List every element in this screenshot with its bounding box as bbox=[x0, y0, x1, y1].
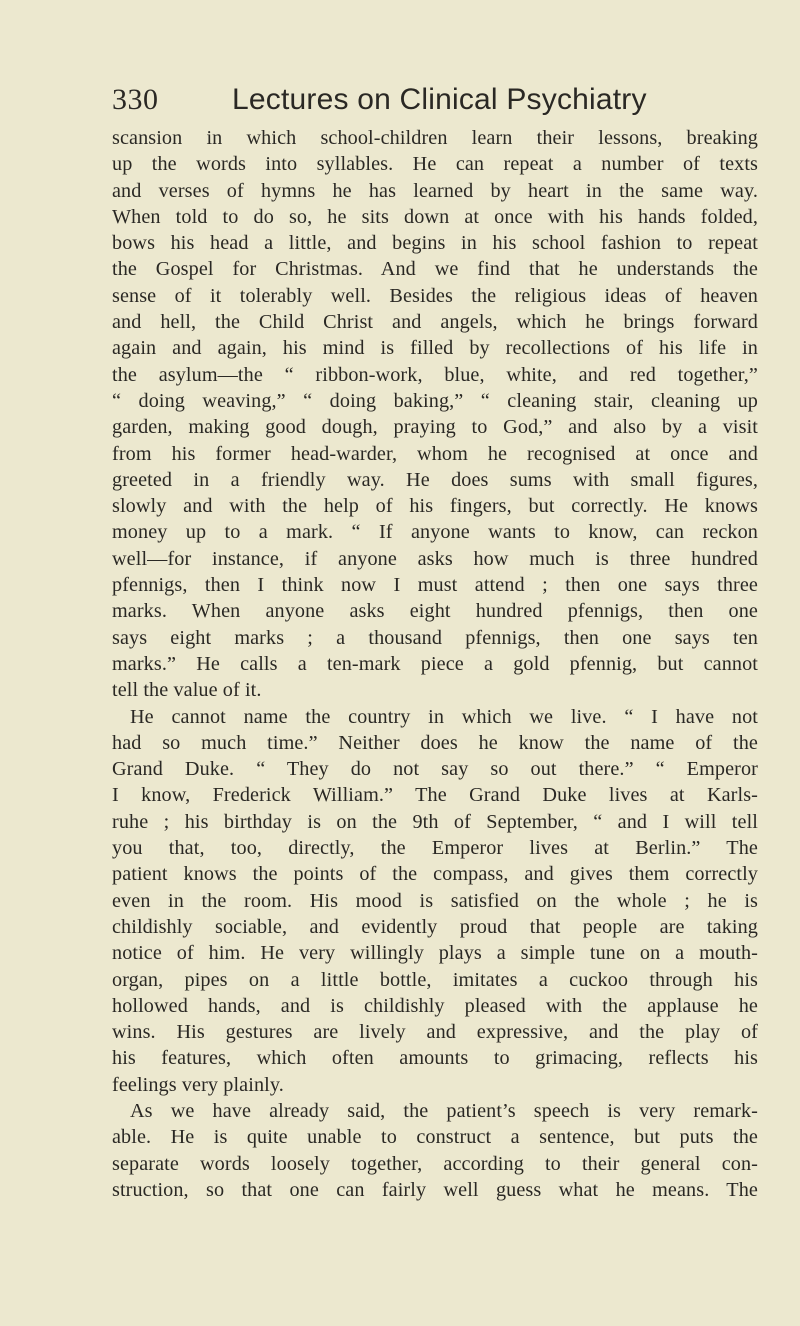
text-line: As we have already said, the patient’s speech is very remark- bbox=[130, 1099, 758, 1122]
text-line: you that, too, directly, the Emperor lives at Berlin.” The bbox=[112, 837, 758, 860]
text-line: tell the value of it. bbox=[112, 679, 262, 702]
text-line: struction, so that one can fairly well guess what he means. The bbox=[112, 1178, 758, 1201]
text-line: Grand Duke. “ They do not say so out there.” “ Emperor bbox=[112, 758, 758, 781]
text-line: I know, Frederick William.” The Grand Duke lives at Karls- bbox=[112, 784, 758, 807]
text-line: scansion in which school-children learn their lessons, breaking bbox=[112, 127, 758, 149]
text-line: “ doing weaving,” “ doing baking,” “ cleaning stair, cleaning up bbox=[112, 389, 758, 412]
text-line: sense of it tolerably well. Besides the religious ideas of heaven bbox=[112, 284, 758, 307]
text-line: from his former head-warder, whom he recognised at once and bbox=[112, 442, 758, 465]
text-line: bows his head a little, and begins in his school fashion to repeat bbox=[112, 232, 758, 255]
text-line: hollowed hands, and is childishly pleased with the applause he bbox=[112, 994, 758, 1017]
text-line: the Gospel for Christmas. And we find that he understands the bbox=[112, 258, 758, 281]
text-line: marks.” He calls a ten-mark piece a gold pfennig, but cannot bbox=[112, 652, 758, 675]
page-number: 330 bbox=[112, 83, 159, 116]
body-text bbox=[112, 125, 758, 1203]
text-line: childishly sociable, and evidently proud that people are taking bbox=[112, 915, 758, 938]
text-line: garden, making good dough, praying to God,” and also by a visit bbox=[112, 416, 758, 439]
text-line: slowly and with the help of his fingers, but correctly. He knows bbox=[112, 495, 758, 518]
text-line: even in the room. His mood is satisfied on the whole ; he is bbox=[112, 889, 758, 912]
text-line: able. He is quite unable to construct a sentence, but puts the bbox=[112, 1126, 758, 1149]
text-line: separate words loosely together, according to their general con- bbox=[112, 1152, 758, 1175]
text-line: pfennigs, then I think now I must attend ; then one says three bbox=[112, 574, 758, 597]
running-head bbox=[112, 78, 672, 122]
text-line: says eight marks ; a thousand pfennigs, then one says ten bbox=[112, 626, 758, 649]
text-line: patient knows the points of the compass, and gives them correctly bbox=[112, 863, 758, 886]
text-line: feelings very plainly. bbox=[112, 1073, 284, 1096]
text-line: well—for instance, if anyone asks how much is three hundred bbox=[112, 547, 758, 570]
text-line: and hell, the Child Christ and angels, which he brings forward bbox=[112, 311, 758, 334]
text-line: greeted in a friendly way. He does sums with small figures, bbox=[112, 468, 758, 491]
text-line: marks. When anyone asks eight hundred pfennigs, then one bbox=[112, 600, 758, 623]
text-line: wins. His gestures are lively and expressive, and the play of bbox=[112, 1021, 758, 1044]
text-line: notice of him. He very willingly plays a simple tune on a mouth- bbox=[112, 942, 758, 965]
text-line: had so much time.” Neither does he know the name of the bbox=[112, 731, 758, 754]
text-line: He cannot name the country in which we live. “ I have not bbox=[130, 705, 758, 728]
running-title: Lectures on Clinical Psychiatry bbox=[232, 83, 647, 116]
text-line: again and again, his mind is filled by recollections of his life in bbox=[112, 337, 758, 360]
text-line: money up to a mark. “ If anyone wants to know, can reckon bbox=[112, 521, 758, 544]
text-line: When told to do so, he sits down at once with his hands folded, bbox=[112, 205, 758, 228]
text-line: the asylum—the “ ribbon-work, blue, white, and red together,” bbox=[112, 363, 758, 386]
text-line: his features, which often amounts to grimacing, reflects his bbox=[112, 1047, 758, 1070]
text-line: and verses of hymns he has learned by heart in the same way. bbox=[112, 179, 758, 202]
text-line: ruhe ; his birthday is on the 9th of September, “ and I will tell bbox=[112, 810, 758, 833]
text-line: organ, pipes on a little bottle, imitates a cuckoo through his bbox=[112, 968, 758, 991]
text-line: up the words into syllables. He can repeat a number of texts bbox=[112, 153, 758, 176]
